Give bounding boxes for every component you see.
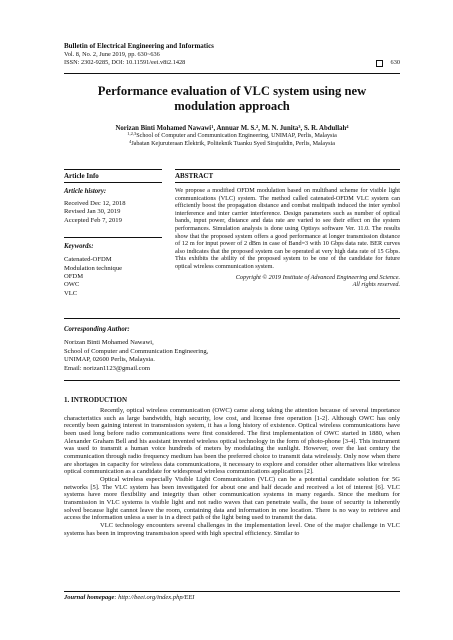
article-info-column	[64, 169, 162, 298]
author-3: , M. N. Junita	[258, 125, 299, 132]
affiliation-2-text: Jabatan Kejuruteraan Elektrik, Politeknik Tuanku Syed Sirajuddin, Perlis, Malaysia	[131, 140, 335, 147]
corresponding-address: UNIMAP, 02600 Perlis, Malaysia.	[64, 356, 155, 364]
accepted-date: Accepted Feb 7, 2019	[64, 216, 122, 224]
author-1-sup: 1	[211, 124, 214, 129]
issn-row	[64, 59, 400, 67]
affiliations	[64, 133, 400, 148]
corresponding-author	[64, 318, 400, 373]
keyword-item: Catenated-OFDM	[64, 256, 112, 264]
introduction-section	[64, 396, 400, 537]
abstract-text: We propose a modified OFDM modulation based on multiband scheme for visible light communications (VLC) system. The method called catenated-OFDM VLC system can efficiently boost the propagation distance and combat multipath induced the inter symbol interference and inter carrier interference. Design parameters such as number of optical bands, input power, distance and data rate are varied to see their effect on the system performances. Simulation analysis is done using Optisys software Ver. 11.0. The results show that the proposed system offers a good performance at longer transmission distance of 12 m for input power of 2 dBm in case of Band=3 with 10 Gbps data rate. BER curves also indicates that the proposed system can be operated at very high data rate of 15 Gbps. This exhibits the ability of the proposed system to be one of the candidate for future optical wireless communication system.	[175, 187, 400, 270]
intro-paragraph-3: VLC technology encounters several challenges in the implementation level. One of the major challenge in VLC systems has been in improving transmission speed with high spectral efficiency. Similar to	[64, 521, 400, 537]
author-1: Norizan Binti Mohamed Nawawi	[115, 125, 212, 132]
corresponding-label: Corresponding Author:	[64, 326, 130, 333]
author-2: , Annuar M. S.	[213, 125, 257, 132]
corresponding-email: Email: norizan1123@gmail.com	[64, 364, 151, 372]
author-4-sup: 4	[346, 124, 349, 129]
square-icon	[376, 60, 383, 67]
keyword-item: OFDM	[64, 273, 84, 281]
copyright-line-2: All rights reserved.	[352, 281, 400, 289]
author-3-sup: 3	[298, 124, 301, 129]
intro-paragraph-1: Recently, optical wireless communication (OWC) came along taking the attention because of several importance characteristics such as large bandwidth, high security, low cost, and license free operation [1-2]. Although OWC has only recently been gaining interest in transmission system, it has a long history of existence. Optical wireless communications have been used long before radio communications were first considered. The first implementation of OWC started in 1880, when Alexander Graham Bell and his assistant invented wireless optical technology in the form of photo-phone [3-4]. This instrument was used to transmit a human voice hundreds of meters by modulating the sunlight. However, over the last century the communication through radio frequency medium has been the preferred choice to transmit data wirelessly. Only now when there are shortages in capacity for wireless data communications, it necessary to explore and consider other alternatives like wireless optical communication as a candidate for widespread wireless communications applications [2].	[64, 407, 400, 476]
keyword-item: OWC	[64, 281, 80, 289]
section-divider	[64, 380, 400, 381]
keywords-label: Keywords:	[64, 243, 94, 251]
affiliation-2	[64, 138, 400, 149]
intro-paragraph-2: Optical wireless especially Visible Light Communication (VLC) can be a potential candidate solution for 5G networks [5]. The VLC system has been investigated for about one and half decade and received a lot of interest [6]. VLC systems have more flexibility and integrity than other communication systems in many regards. Since the medium for transmission in VLC systems is visible light and not radio waves that can penetrate walls, the issue of security is inherently solved because light cannot leave the room, containing data and information in one location. There is no way to retrieve and access the information unless a user is in a direct path of the light being used to transmit the data.	[64, 475, 400, 522]
received-date: Received Dec 12, 2018	[64, 200, 126, 207]
title-line-2: modulation approach	[174, 99, 290, 113]
corresponding-dept: School of Computer and Communication Engineering,	[64, 347, 209, 355]
journal-homepage-url: : http://beei.org/index.php/EEI	[114, 594, 195, 601]
journal-name: Bulletin of Electrical Engineering and Informatics	[64, 42, 214, 50]
keyword-item: VLC	[64, 289, 78, 297]
page-number-group	[376, 59, 400, 67]
article-info-heading: Article Info	[64, 169, 162, 183]
page-number: 630	[390, 59, 400, 66]
affiliation-2-sup: 4	[129, 138, 132, 144]
article-history-label: Article history:	[64, 188, 107, 195]
journal-homepage-label: Journal homepage	[64, 594, 115, 601]
volume-line: Vol. 8, No. 2, June 2019, pp. 630~636	[64, 51, 160, 58]
affiliation-1	[64, 133, 400, 141]
issn-line: ISSN: 2302-9285, DOI: 10.11591/eei.v8i2.1428	[64, 59, 186, 66]
corresponding-divider	[64, 318, 400, 319]
introduction-heading: 1. INTRODUCTION	[64, 396, 128, 404]
revised-date: Revised Jan 30, 2019	[64, 208, 121, 216]
journal-header	[64, 42, 400, 67]
author-4: , S. R. Abdullah	[300, 125, 347, 132]
copyright-line-1: Copyright © 2019 Institute of Advanced Engineering and Science.	[235, 273, 400, 281]
keyword-item: Modulation technique	[64, 264, 123, 272]
footer-divider	[64, 591, 400, 592]
corresponding-name: Norizan Binti Mohamed Nawawi,	[64, 339, 154, 346]
paper-title	[64, 84, 400, 114]
title-line-1: Performance evaluation of VLC system using new	[97, 84, 367, 98]
abstract-heading: ABSTRACT	[175, 169, 400, 183]
abstract-column	[175, 169, 400, 289]
header-divider	[64, 73, 400, 74]
affiliation-1-sup: 1,2,3	[127, 131, 137, 136]
journal-footer	[64, 594, 194, 602]
copyright-notice	[175, 274, 400, 289]
info-divider	[64, 237, 162, 238]
author-list	[64, 125, 400, 133]
affiliation-1-text: School of Computer and Communication Engineering, UNIMAP, Perlis, Malaysia	[136, 133, 337, 139]
author-2-sup: 2	[256, 124, 259, 129]
